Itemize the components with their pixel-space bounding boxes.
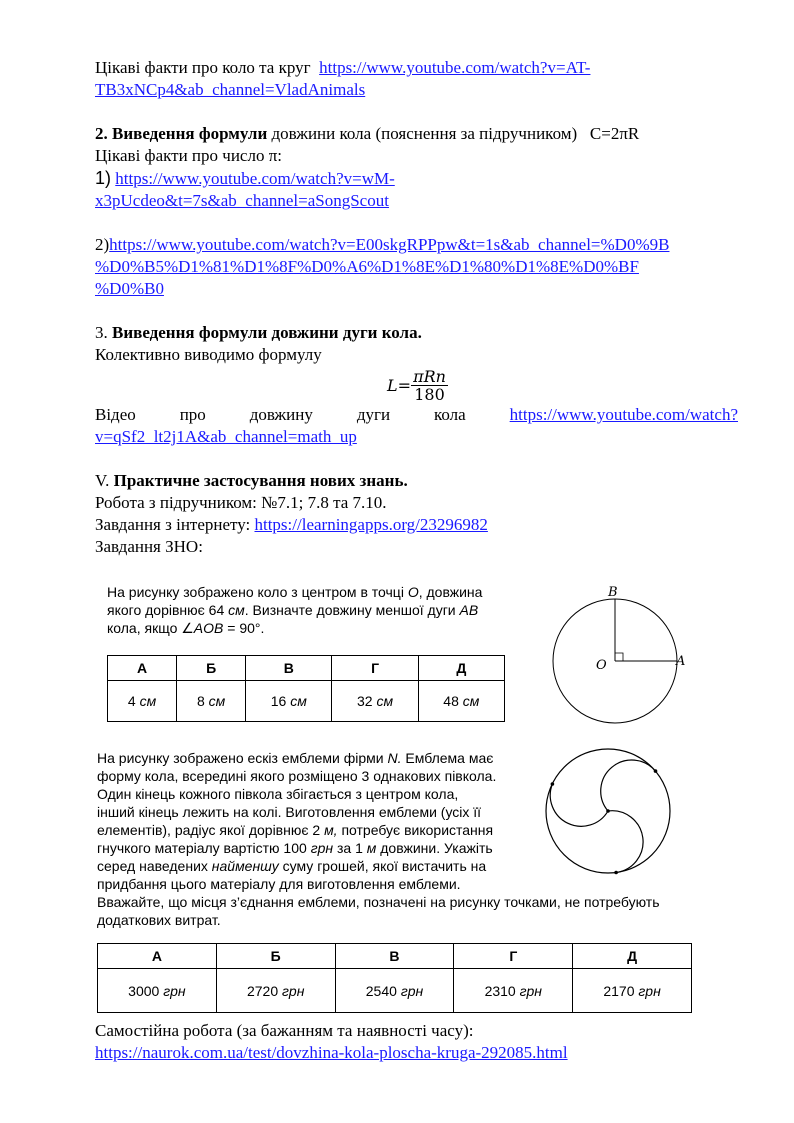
task2-header: Д <box>573 944 692 969</box>
task1-header: А <box>108 656 177 681</box>
task2-line: додаткових витрат. <box>97 912 221 928</box>
footer <box>95 1020 568 1064</box>
task1-answer[interactable]: 48 см <box>418 681 504 722</box>
task2-answer[interactable]: 2720 грн <box>216 969 335 1013</box>
video-link-part2[interactable]: v=qSf2_lt2j1A&ab_channel=math_up <box>95 427 357 446</box>
task2-answer-table <box>97 943 692 1013</box>
emblem-semicircle-3 <box>608 811 643 873</box>
pi-item-2-cont2 <box>95 278 740 300</box>
emblem-semicircle-2 <box>601 760 656 811</box>
formula-numerator: πRn <box>413 367 446 386</box>
formula-denominator: 180 <box>414 385 445 404</box>
section2-rest: довжини кола (пояснення за підручником) <box>267 124 578 143</box>
task2-line: серед наведених найменшу суму грошей, якої вистачить на <box>97 858 487 874</box>
video-link-part1[interactable]: https://www.youtube.com/watch? <box>509 405 738 424</box>
joint-dot <box>654 769 658 773</box>
task1-line-1: На рисунку зображено коло з центром в точці O, довжина <box>107 584 483 600</box>
task2-line: інший кінець лежить на колі. Виготовлення емблеми (усіх її <box>97 804 482 820</box>
section3-title: Виведення формули довжини дуги кола. <box>112 323 422 342</box>
right-angle-mark <box>615 653 623 661</box>
pi-item-2 <box>95 234 740 256</box>
task2-header-row <box>98 944 692 969</box>
item1-num: 1) <box>95 168 112 188</box>
task1-answer-table <box>107 655 505 722</box>
collective-text: Колективно виводимо формулу <box>95 345 322 364</box>
internet-task <box>95 514 740 536</box>
section5-num: V. <box>95 471 114 490</box>
task1-header: Г <box>332 656 418 681</box>
video-word-3: довжину <box>249 405 313 424</box>
emblem-semicircle-1 <box>550 784 608 826</box>
center-dot <box>606 809 610 813</box>
zno-label: Завдання ЗНО: <box>95 537 203 556</box>
label-b: B <box>608 585 618 600</box>
label-a: A <box>676 654 686 669</box>
intro-link-part2[interactable]: TB3xNCp4&ab_channel=VladAnimals <box>95 80 366 99</box>
task1-line-3: кола, якщо ∠AOB = 90°. <box>107 620 265 636</box>
task2-answer[interactable]: 2170 грн <box>573 969 692 1013</box>
task2-header: Б <box>216 944 335 969</box>
task2-line: гнучкого матеріалу вартістю 100 грн за 1 м довжини. Укажіть <box>97 840 493 856</box>
textbook-work: Робота з підручником: №7.1; 7.8 та 7.10. <box>95 493 387 512</box>
task2-line: елементів), радіус якої дорівнює 2 м, потребує використання <box>97 822 494 838</box>
label-o: O <box>596 658 607 673</box>
task1-value-row <box>108 681 505 722</box>
task2-value-row <box>98 969 692 1013</box>
intro-link-part1[interactable]: https://www.youtube.com/watch?v=AT- <box>319 58 591 77</box>
internet-label: Завдання з інтернету: <box>95 515 255 534</box>
video-word-5: кола <box>434 405 466 424</box>
task1-line-2: якого дорівнює 64 см. Визначте довжину меншої дуги AB <box>107 602 479 618</box>
item2-link-part1[interactable]: https://www.youtube.com/watch?v=E00skgRPPpw&t=1s&ab_channel=%D0%9B <box>109 235 670 254</box>
joint-dot <box>614 871 618 875</box>
section3-num: 3. <box>95 323 112 342</box>
self-work-text: Самостійна робота (за бажанням та наявності часу): <box>95 1021 474 1040</box>
item2-num: 2) <box>95 235 110 254</box>
task2-header: В <box>335 944 454 969</box>
intro-link-line2 <box>95 79 740 101</box>
task1-header: В <box>246 656 332 681</box>
task2-answer[interactable]: 2310 грн <box>454 969 573 1013</box>
pi-item-1 <box>95 167 740 190</box>
learningapps-link[interactable]: https://learningapps.org/23296982 <box>254 515 488 534</box>
task2-line: Вважайте, що місця з’єднання емблеми, позначені на рисунку точками, не потребують <box>97 894 660 910</box>
pi-item-2-cont1 <box>95 256 740 278</box>
task2-line: На рисунку зображено ескіз емблеми фірми N. Емблема має <box>97 750 494 766</box>
video-word-4: дуги <box>356 405 391 424</box>
task1-answer[interactable]: 16 см <box>246 681 332 722</box>
task1-answer[interactable]: 8 см <box>177 681 246 722</box>
video-line <box>95 404 738 426</box>
naurok-link[interactable]: https://naurok.com.ua/test/dovzhina-kola-ploscha-kruga-292085.html <box>95 1043 568 1062</box>
task2-line: придбання цього матеріалу для виготовлення емблеми. <box>97 876 461 892</box>
task1-header: Д <box>418 656 504 681</box>
task2-line: форму кола, всередині якого розміщено 3 однакових півкола. <box>97 768 497 784</box>
video-word-2: про <box>179 405 206 424</box>
task2-answer[interactable]: 2540 грн <box>335 969 454 1013</box>
task2-answer[interactable]: 3000 грн <box>98 969 217 1013</box>
arc-length-formula <box>95 368 740 404</box>
formula-fraction <box>411 368 448 403</box>
task2-header: А <box>98 944 217 969</box>
item2-link-part3[interactable]: %D0%B0 <box>95 279 164 298</box>
section3-heading <box>95 322 740 344</box>
section5-title: Практичне застосування нових знань. <box>113 471 408 490</box>
joint-dot <box>551 782 555 786</box>
section2-title: 2. Виведення формули <box>95 124 268 143</box>
video-word-1: Відео <box>95 405 136 424</box>
pi-item-1-cont <box>95 190 740 212</box>
task1-header: Б <box>177 656 246 681</box>
circumference-formula: C=2πR <box>589 124 640 143</box>
formula-lhs: L= <box>387 376 412 395</box>
task1-header-row <box>108 656 505 681</box>
task1-text <box>107 583 527 637</box>
pi-facts: Цікаві факти про число π: <box>95 146 282 165</box>
item1-link-part1[interactable]: https://www.youtube.com/watch?v=wM- <box>115 169 395 188</box>
item2-link-part2[interactable]: %D0%B5%D1%81%D1%8F%D0%A6%D1%8E%D1%80%D1%8E%D0%BF <box>95 257 639 276</box>
task1-answer[interactable]: 32 см <box>332 681 418 722</box>
emblem-figure <box>540 745 680 885</box>
section5-heading <box>95 470 740 492</box>
item1-link-part2[interactable]: x3pUcdeo&t=7s&ab_channel=aSongScout <box>95 191 389 210</box>
task2-line: Один кінець кожного півкола збігається з центром кола, <box>97 786 459 802</box>
circle-figure <box>540 585 700 740</box>
intro-line <box>95 57 740 79</box>
self-work-link-line <box>95 1042 568 1064</box>
intro-text: Цікаві факти про коло та круг <box>95 58 311 77</box>
document-body <box>95 57 740 558</box>
task1-answer[interactable]: 4 см <box>108 681 177 722</box>
task2-header: Г <box>454 944 573 969</box>
video-line-cont <box>95 426 740 448</box>
section2-heading <box>95 123 740 145</box>
